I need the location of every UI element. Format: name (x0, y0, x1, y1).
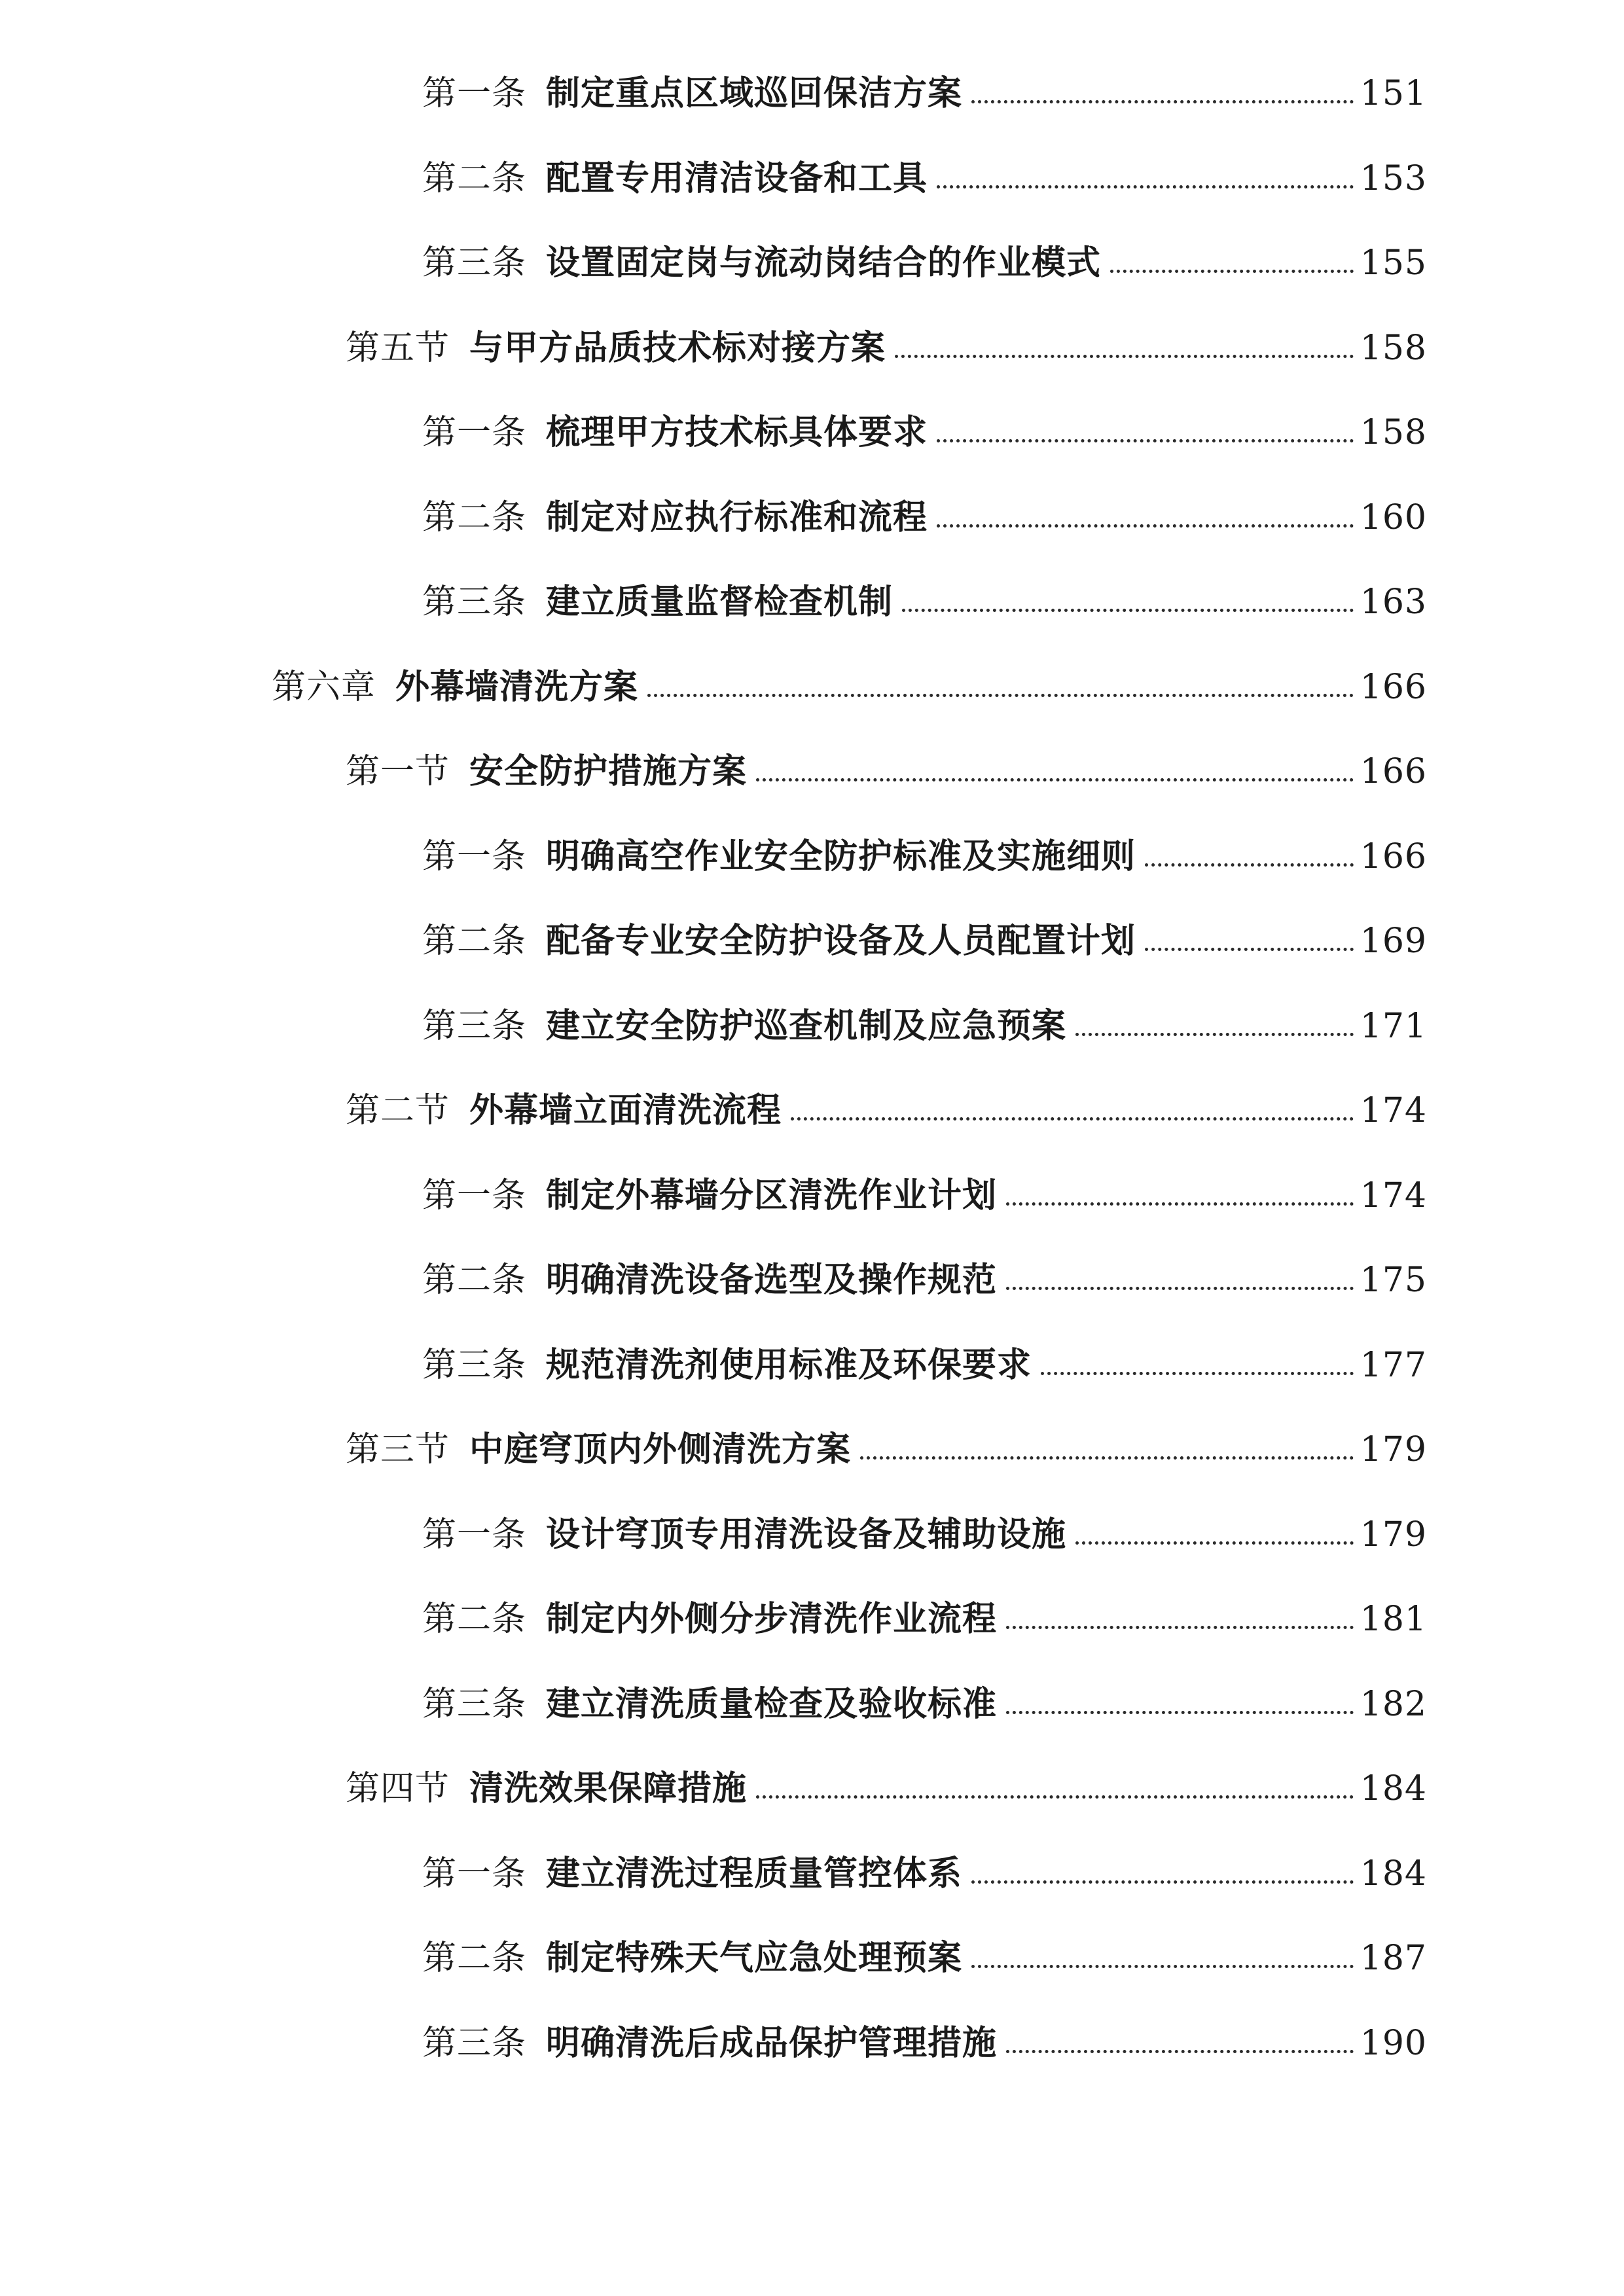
toc-entry-label: 第一条 (422, 74, 527, 113)
toc-entry-label: 第三节 (346, 1430, 450, 1469)
toc-entry-section[interactable] (346, 1761, 1427, 1813)
toc-entry-article[interactable] (422, 1676, 1427, 1729)
toc-dot-leader (971, 1965, 1354, 1968)
toc-dot-leader (1006, 1287, 1354, 1290)
toc-entry-label: 第三条 (422, 2023, 527, 2063)
toc-entry-label: 第二条 (422, 922, 527, 961)
toc-entry-label: 第二条 (422, 1939, 527, 1978)
toc-entry-title: 设置固定岗与流动岗结合的作业模式 (546, 243, 1102, 283)
toc-entry-label: 第二条 (422, 1600, 527, 1639)
toc-entry-page-number: 171 (1360, 1006, 1427, 1046)
toc-entry-label: 第二条 (422, 1261, 527, 1300)
toc-dot-leader (937, 524, 1354, 528)
toc-entry-article[interactable] (422, 829, 1427, 881)
toc-entry-article[interactable] (422, 151, 1427, 203)
toc-entry-section[interactable] (346, 1422, 1427, 1474)
toc-dot-leader (1145, 863, 1354, 867)
toc-entry-title: 建立质量监督检查机制 (546, 582, 893, 622)
toc-dot-leader (860, 1456, 1354, 1460)
toc-entry-article[interactable] (422, 65, 1427, 118)
toc-entry-section[interactable] (346, 320, 1427, 372)
toc-entry-label: 第一节 (346, 752, 450, 791)
toc-entry-article[interactable] (422, 1168, 1427, 1220)
toc-entry-article[interactable] (422, 235, 1427, 287)
toc-entry-title: 明确高空作业安全防护标准及实施细则 (546, 836, 1136, 876)
toc-entry-page-number: 177 (1360, 1345, 1427, 1385)
toc-entry-title: 设计穹顶专用清洗设备及辅助设施 (546, 1514, 1067, 1554)
toc-dot-leader (1041, 1372, 1354, 1375)
toc-entry-title: 安全防护措施方案 (469, 751, 748, 791)
toc-entry-article[interactable] (422, 1337, 1427, 1390)
toc-entry-page-number: 181 (1360, 1600, 1427, 1639)
toc-entry-label: 第一条 (422, 413, 527, 452)
toc-entry-page-number: 190 (1360, 2023, 1427, 2063)
toc-entry-article[interactable] (422, 1252, 1427, 1304)
toc-entry-label: 第三条 (422, 1345, 527, 1385)
toc-dot-leader (1075, 1541, 1354, 1545)
toc-dot-leader (937, 439, 1354, 442)
toc-entry-label: 第二条 (422, 158, 527, 198)
toc-entry-title: 制定对应执行标准和流程 (546, 497, 928, 537)
toc-entry-article[interactable] (422, 1591, 1427, 1643)
toc-entry-page-number: 187 (1360, 1939, 1427, 1978)
toc-entry-page-number: 158 (1360, 413, 1427, 452)
toc-dot-leader (647, 694, 1354, 697)
toc-entry-label: 第三条 (422, 583, 527, 622)
toc-entry-title: 外幕墙清洗方案 (395, 666, 639, 707)
toc-entry-page-number: 158 (1360, 328, 1427, 368)
toc-entry-article[interactable] (422, 1846, 1427, 1898)
toc-entry-article[interactable] (422, 1507, 1427, 1559)
toc-entry-section[interactable] (346, 1083, 1427, 1135)
toc-entry-title: 制定内外侧分步清洗作业流程 (546, 1599, 998, 1639)
toc-entry-title: 制定外幕墙分区清洗作业计划 (546, 1175, 998, 1215)
toc-entry-article[interactable] (422, 913, 1427, 965)
toc-entry-page-number: 166 (1360, 667, 1427, 707)
toc-dot-leader (1006, 1202, 1354, 1206)
toc-dot-leader (756, 1795, 1354, 1799)
toc-entry-title: 建立安全防护巡查机制及应急预案 (546, 1005, 1067, 1046)
toc-entry-title: 明确清洗后成品保护管理措施 (546, 2022, 998, 2063)
toc-entry-page-number: 179 (1360, 1430, 1427, 1469)
toc-entry-title: 配置专用清洁设备和工具 (546, 158, 928, 198)
toc-entry-title: 规范清洗剂使用标准及环保要求 (546, 1344, 1032, 1385)
toc-entry-title: 中庭穹顶内外侧清洗方案 (469, 1429, 852, 1469)
toc-entry-label: 第二条 (422, 497, 527, 537)
toc-entry-title: 建立清洗质量检查及验收标准 (546, 1683, 998, 1724)
toc-dot-leader (756, 778, 1354, 781)
toc-dot-leader (1145, 948, 1354, 951)
toc-entry-page-number: 174 (1360, 1091, 1427, 1130)
toc-entry-page-number: 153 (1360, 158, 1427, 198)
toc-entry-article[interactable] (422, 490, 1427, 542)
toc-entry-article[interactable] (422, 2015, 1427, 2068)
toc-entry-page-number: 166 (1360, 836, 1427, 876)
toc-entry-page-number: 174 (1360, 1175, 1427, 1215)
toc-entry-page-number: 151 (1360, 74, 1427, 113)
toc-entry-label: 第一条 (422, 1175, 527, 1215)
toc-dot-leader (937, 185, 1354, 188)
toc-entry-label: 第一条 (422, 1854, 527, 1893)
toc-entry-label: 第二节 (346, 1091, 450, 1130)
toc-dot-leader (1006, 1626, 1354, 1629)
toc-entry-article[interactable] (422, 1930, 1427, 1982)
toc-entry-article[interactable] (422, 404, 1427, 457)
toc-entry-article[interactable] (422, 574, 1427, 626)
toc-entry-page-number: 160 (1360, 497, 1427, 537)
toc-dot-leader (1006, 2050, 1354, 2053)
toc-entry-title: 梳理甲方技术标具体要求 (546, 412, 928, 452)
toc-entry-page-number: 175 (1360, 1261, 1427, 1300)
toc-entry-section[interactable] (346, 744, 1427, 796)
toc-entry-label: 第一条 (422, 1515, 527, 1554)
toc-entry-article[interactable] (422, 998, 1427, 1050)
toc-dot-leader (1110, 270, 1354, 273)
toc-entry-page-number: 179 (1360, 1515, 1427, 1554)
toc-dot-leader (1075, 1033, 1354, 1036)
toc-dot-leader (902, 609, 1354, 612)
toc-entry-title: 清洗效果保障措施 (469, 1768, 748, 1808)
toc-entry-title: 明确清洗设备选型及操作规范 (546, 1260, 998, 1300)
toc-entry-title: 与甲方品质技术标对接方案 (469, 327, 886, 368)
toc-entry-label: 第六章 (272, 667, 376, 707)
toc-entry-title: 制定重点区域巡回保洁方案 (546, 73, 963, 113)
toc-dot-leader (1006, 1711, 1354, 1714)
toc-entry-page-number: 169 (1360, 922, 1427, 961)
toc-dot-leader (971, 100, 1354, 103)
toc-entry-title: 外幕墙立面清洗流程 (469, 1090, 782, 1130)
toc-entry-label: 第三条 (422, 1006, 527, 1046)
toc-entry-label: 第四节 (346, 1769, 450, 1808)
toc-entry-title: 制定特殊天气应急处理预案 (546, 1938, 963, 1978)
toc-entry-chapter[interactable] (272, 659, 1427, 711)
toc-entry-title: 建立清洗过程质量管控体系 (546, 1853, 963, 1893)
toc-entry-label: 第三条 (422, 243, 527, 283)
toc-dot-leader (895, 355, 1354, 358)
toc-entry-label: 第五节 (346, 328, 450, 368)
toc-entry-title: 配备专业安全防护设备及人员配置计划 (546, 921, 1136, 961)
toc-entry-page-number: 163 (1360, 583, 1427, 622)
toc-entry-page-number: 184 (1360, 1854, 1427, 1893)
toc-entry-page-number: 166 (1360, 752, 1427, 791)
toc-dot-leader (971, 1880, 1354, 1884)
toc-entry-page-number: 184 (1360, 1769, 1427, 1808)
toc-dot-leader (791, 1117, 1354, 1121)
toc-entry-page-number: 182 (1360, 1684, 1427, 1724)
toc-entry-label: 第一条 (422, 836, 527, 876)
toc-entry-page-number: 155 (1360, 243, 1427, 283)
toc-entry-label: 第三条 (422, 1684, 527, 1724)
